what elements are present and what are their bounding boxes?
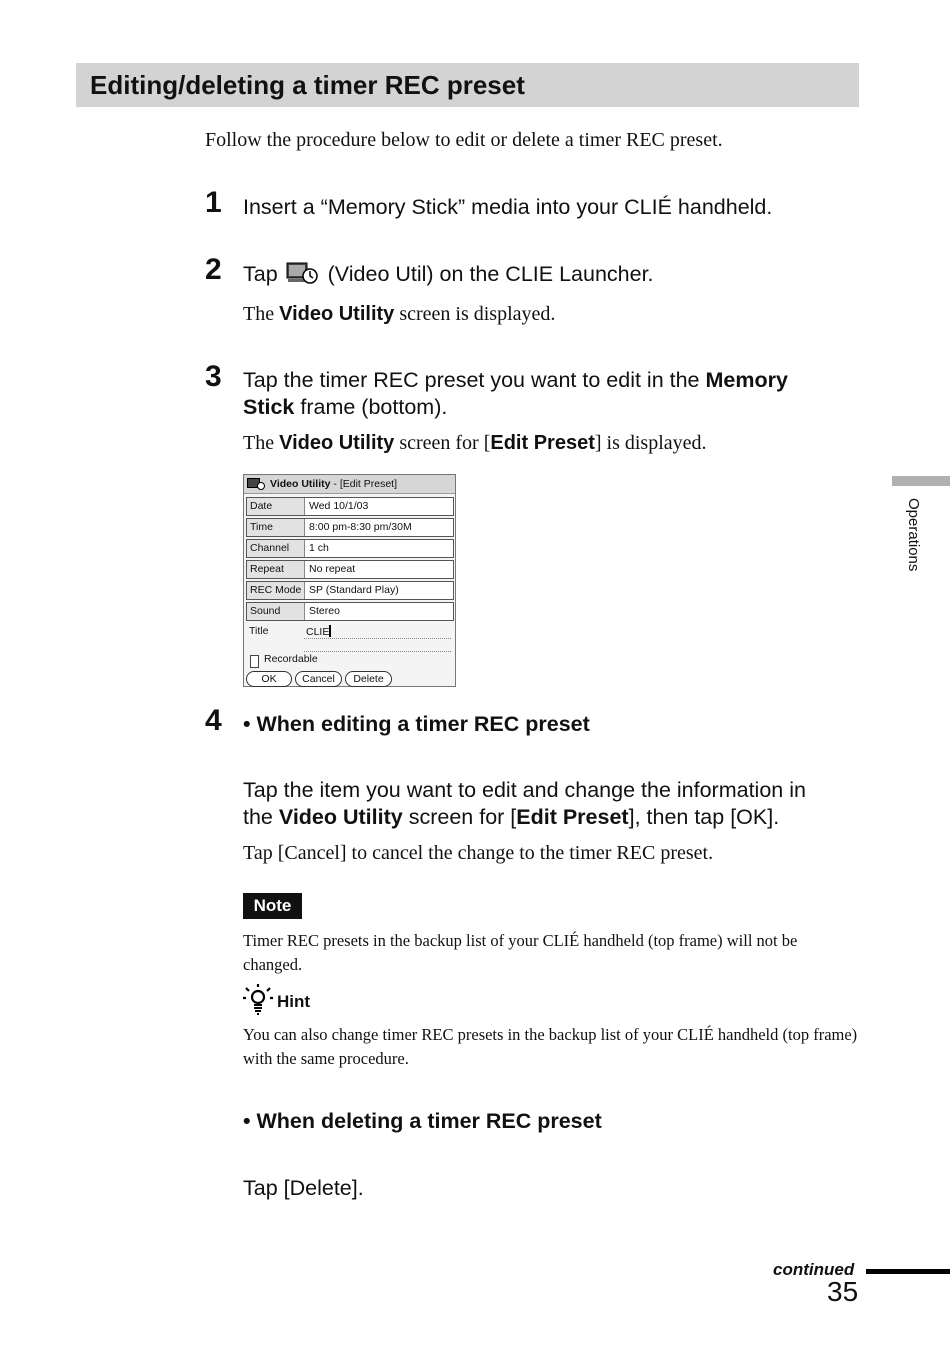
step-2-result-bold: Video Utility: [279, 303, 395, 325]
screen-app-name: Video Utility: [270, 478, 331, 490]
text-cursor: [329, 625, 331, 637]
step-1-text: Insert a “Memory Stick” media into your CLIÉ handheld.: [243, 195, 773, 219]
edit-bold-edit-preset: Edit Preset: [516, 805, 629, 829]
field-value: No repeat: [309, 563, 356, 575]
edit-instructions: [243, 777, 853, 831]
step-3-result-a: The: [243, 432, 275, 454]
step-1-number: 1: [205, 186, 222, 219]
field-value: 1 ch: [309, 542, 329, 554]
field-sound[interactable]: [246, 602, 454, 621]
hint-icon: [243, 983, 273, 1020]
field-label: Repeat: [247, 561, 305, 578]
hint-label: Hint: [277, 992, 311, 1011]
page-number: 35: [827, 1276, 859, 1307]
continued-label: continued: [773, 1260, 855, 1279]
continued-rule: [866, 1269, 950, 1274]
note-text: Timer REC presets in the backup list of your CLIÉ handheld (top frame) will not be changed.: [243, 931, 798, 974]
step-3-result: [243, 432, 707, 455]
title-underline: [304, 638, 451, 639]
title-input-value: CLIE: [306, 626, 330, 638]
step-2-result-a: The: [243, 303, 275, 325]
step-3-text-b: frame (bottom).: [300, 395, 448, 419]
step-2-text: [243, 261, 654, 288]
side-tab-marker: [892, 476, 950, 486]
section-title: Editing/deleting a timer REC preset: [90, 70, 525, 100]
edit-text-b: the: [243, 805, 273, 829]
edit-preset-screenshot: [243, 474, 456, 687]
ok-button[interactable]: OK: [246, 671, 292, 687]
step-2-text-a: Tap: [243, 262, 278, 286]
delete-heading: • When deleting a timer REC preset: [243, 1109, 602, 1133]
edit-text-d: ], then tap [OK].: [628, 805, 780, 829]
step-4-number: 4: [205, 704, 222, 737]
screen-header-title: [270, 475, 397, 493]
step-3-result-bold2: Edit Preset: [490, 432, 595, 454]
screen-header: [244, 475, 455, 494]
field-value: SP (Standard Play): [309, 584, 399, 596]
edit-text-a: Tap the item you want to edit and change the information in: [243, 778, 806, 802]
delete-button[interactable]: Delete: [345, 671, 392, 687]
title-field-label: Title: [249, 625, 269, 637]
step-3-text-a: Tap the timer REC preset you want to edit in the: [243, 368, 700, 392]
step-3-result-c: ] is displayed.: [594, 432, 707, 454]
cancel-text: Tap [Cancel] to cancel the change to the timer REC preset.: [243, 842, 714, 864]
field-label: Channel: [247, 540, 305, 557]
intro-text: Follow the procedure below to edit or delete a timer REC preset.: [205, 129, 723, 151]
field-label: REC Mode: [247, 582, 305, 599]
title-underline-2: [304, 651, 451, 652]
field-label: Date: [247, 498, 305, 515]
field-rec-mode[interactable]: [246, 581, 454, 600]
step-3-result-b: screen for [: [399, 432, 491, 454]
step-3-result-bold1: Video Utility: [279, 432, 395, 454]
recordable-checkbox[interactable]: [250, 655, 259, 668]
field-value: 8:00 pm-8:30 pm/30M: [309, 521, 412, 533]
step-2-result: [243, 303, 555, 326]
hint-text: You can also change timer REC presets in the backup list of your CLIÉ handheld (top frame) with the same procedure.: [243, 1025, 858, 1068]
edit-text-c: screen for [: [408, 805, 517, 829]
side-tab-label: Operations: [905, 498, 922, 572]
field-value: Wed 10/1/03: [309, 500, 369, 512]
field-channel[interactable]: [246, 539, 454, 558]
field-repeat[interactable]: [246, 560, 454, 579]
step-3-bold-stick: Stick: [243, 395, 295, 419]
note-badge: Note: [243, 893, 302, 919]
step-3-bold-memory: Memory: [705, 368, 788, 392]
section-title-bar: [76, 63, 859, 107]
screen-header-suffix: - [Edit Preset]: [333, 478, 398, 490]
delete-text: Tap [Delete].: [243, 1176, 364, 1200]
step-3-text: [243, 367, 843, 421]
edit-bold-video-utility: Video Utility: [278, 805, 403, 829]
field-value: Stereo: [309, 605, 340, 617]
title-input[interactable]: [306, 625, 331, 638]
video-util-small-icon: [247, 478, 265, 490]
video-util-icon: [286, 261, 318, 285]
field-label: Sound: [247, 603, 305, 620]
step-2-result-b: screen is displayed.: [399, 303, 556, 325]
step-2-number: 2: [205, 253, 222, 286]
field-label: Time: [247, 519, 305, 536]
step-3-number: 3: [205, 360, 222, 393]
field-date[interactable]: [246, 497, 454, 516]
recordable-label: Recordable: [264, 653, 318, 665]
step-2-text-b: (Video Util) on the CLIE Launcher.: [327, 262, 654, 286]
edit-heading: • When editing a timer REC preset: [243, 712, 590, 736]
field-time[interactable]: [246, 518, 454, 537]
cancel-button[interactable]: Cancel: [295, 671, 342, 687]
